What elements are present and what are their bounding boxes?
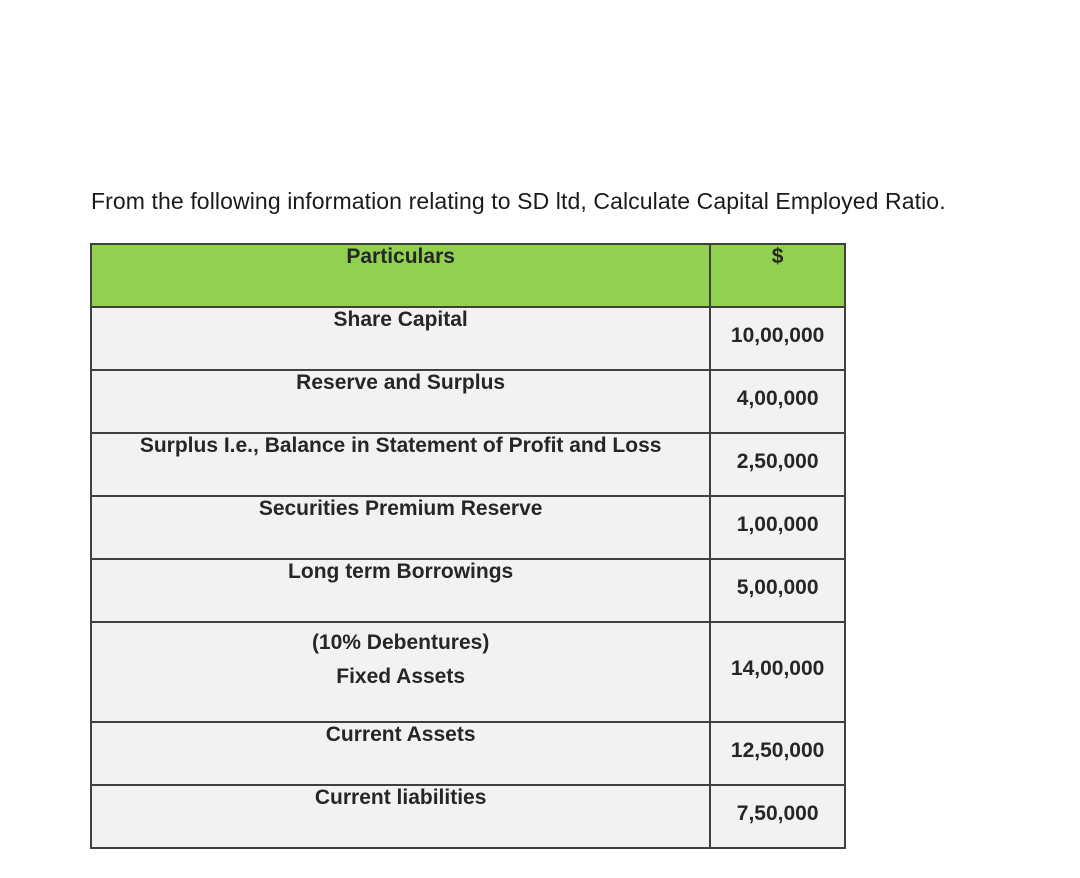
table-row bbox=[91, 785, 845, 848]
row-amount-value: 7,50,000 bbox=[736, 801, 819, 825]
table-header-row bbox=[91, 244, 845, 307]
row-amount bbox=[710, 722, 845, 785]
row-particular: Surplus I.e., Balance in Statement of Profit and Loss bbox=[91, 433, 710, 496]
row-amount bbox=[710, 433, 845, 496]
row-particular-line1: (10% Debentures) bbox=[311, 631, 490, 654]
row-amount bbox=[710, 559, 845, 622]
row-amount bbox=[710, 307, 845, 370]
row-particular: Long term Borrowings bbox=[91, 559, 710, 622]
row-amount bbox=[710, 496, 845, 559]
row-particular: Share Capital bbox=[91, 307, 710, 370]
row-particular: Current liabilities bbox=[91, 785, 710, 848]
row-amount-value: 4,00,000 bbox=[736, 386, 819, 410]
table-row bbox=[91, 559, 845, 622]
row-amount-value: 2,50,000 bbox=[736, 449, 819, 473]
row-particular: Reserve and Surplus bbox=[91, 370, 710, 433]
header-amount: $ bbox=[710, 244, 845, 307]
table-row bbox=[91, 722, 845, 785]
row-particular bbox=[91, 622, 710, 722]
row-particular-line2: Fixed Assets bbox=[336, 665, 466, 688]
header-particulars: Particulars bbox=[91, 244, 710, 307]
row-particular: Current Assets bbox=[91, 722, 710, 785]
row-amount bbox=[710, 370, 845, 433]
table-row bbox=[91, 307, 845, 370]
row-amount-value: 14,00,000 bbox=[730, 657, 825, 680]
row-amount-value: 10,00,000 bbox=[730, 323, 825, 347]
table-row bbox=[91, 496, 845, 559]
capital-employed-table bbox=[90, 243, 846, 849]
table-row bbox=[91, 370, 845, 433]
row-amount-value: 1,00,000 bbox=[736, 512, 819, 536]
row-amount bbox=[710, 785, 845, 848]
row-particular: Securities Premium Reserve bbox=[91, 496, 710, 559]
row-amount-value: 12,50,000 bbox=[730, 738, 825, 762]
table-row bbox=[91, 433, 845, 496]
question-text: From the following information relating to SD ltd, Calculate Capital Employed Ratio. bbox=[91, 188, 946, 214]
row-amount bbox=[710, 622, 845, 722]
row-amount-value: 5,00,000 bbox=[736, 575, 819, 599]
table-row bbox=[91, 622, 845, 722]
